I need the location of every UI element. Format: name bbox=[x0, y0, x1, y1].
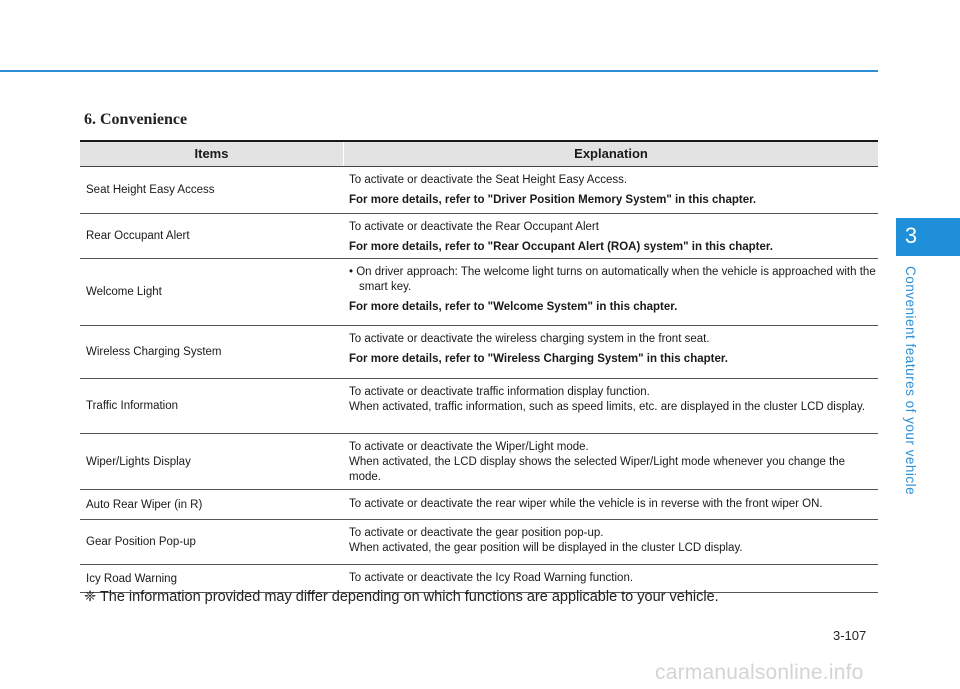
explanation-text: When activated, the gear position will be displayed in the cluster LCD display. bbox=[349, 542, 743, 554]
item-cell: Seat Height Easy Access bbox=[86, 184, 215, 196]
explanation-cell bbox=[343, 326, 878, 378]
table-row bbox=[80, 214, 878, 259]
explanation-text: • On driver approach: The welcome light turns on automatically when the vehicle is approached with the smart key. bbox=[349, 266, 876, 293]
item-cell: Auto Rear Wiper (in R) bbox=[86, 498, 203, 511]
explanation-cell bbox=[343, 259, 878, 325]
explanation-cell bbox=[343, 214, 878, 258]
explanation-text: To activate or deactivate the Seat Height Easy Access. bbox=[349, 174, 628, 186]
table-row bbox=[80, 167, 878, 214]
explanation-text: To activate or deactivate the Rear Occupant Alert bbox=[349, 221, 599, 233]
item-cell: Wiper/Lights Display bbox=[86, 455, 191, 468]
item-cell: Traffic Information bbox=[86, 400, 179, 412]
explanation-text: To activate or deactivate the wireless charging system in the front seat. bbox=[349, 333, 710, 345]
explanation-cell bbox=[343, 379, 878, 433]
explanation-text: To activate or deactivate the Wiper/Light mode. bbox=[349, 441, 589, 453]
table-row bbox=[80, 520, 878, 565]
explanation-text: To activate or deactivate the Icy Road Warning function. bbox=[349, 572, 634, 584]
explanation-cell bbox=[343, 565, 878, 592]
item-cell: Gear Position Pop-up bbox=[86, 536, 196, 548]
chapter-title: Convenient features of your vehicle bbox=[903, 266, 918, 496]
table-row bbox=[80, 490, 878, 520]
chapter-number: 3 bbox=[904, 223, 918, 248]
chapter-tab bbox=[896, 218, 960, 256]
item-cell: Welcome Light bbox=[86, 286, 162, 298]
reference-note: For more details, refer to "Wireless Charging System" in this chapter. bbox=[349, 353, 728, 365]
chapter-side-label bbox=[900, 266, 922, 496]
reference-note: For more details, refer to "Welcome System" in this chapter. bbox=[349, 301, 678, 313]
header-explanation: Explanation bbox=[574, 146, 648, 161]
item-cell: Wireless Charging System bbox=[86, 346, 222, 358]
explanation-text: To activate or deactivate traffic information display function. bbox=[349, 386, 650, 398]
watermark: carmanualsonline.info bbox=[655, 661, 864, 684]
explanation-text: When activated, the LCD display shows the selected Wiper/Light mode whenever you change the mode. bbox=[349, 456, 846, 483]
explanation-text: To activate or deactivate the rear wiper while the vehicle is in reverse with the front wiper ON. bbox=[349, 498, 823, 510]
table-row bbox=[80, 434, 878, 490]
explanation-cell bbox=[343, 520, 878, 564]
explanation-text: When activated, traffic information, such as speed limits, etc. are displayed in the cluster LCD display. bbox=[349, 401, 866, 413]
item-cell: Rear Occupant Alert bbox=[86, 230, 190, 242]
table-row bbox=[80, 379, 878, 434]
header-rule bbox=[0, 70, 878, 72]
table-header bbox=[80, 142, 878, 167]
table-row bbox=[80, 326, 878, 379]
footnote: ❈ The information provided may differ depending on which functions are applicable to your vehicle. bbox=[84, 589, 719, 605]
section-title: 6. Convenience bbox=[84, 111, 188, 128]
reference-note: For more details, refer to "Rear Occupant Alert (ROA) system" in this chapter. bbox=[349, 241, 773, 253]
explanation-cell bbox=[343, 167, 878, 213]
table-body bbox=[80, 167, 878, 593]
explanation-cell bbox=[343, 490, 878, 519]
header-items: Items bbox=[80, 142, 344, 166]
page-number: 3-107 bbox=[833, 628, 867, 643]
settings-table bbox=[80, 140, 878, 593]
table-row bbox=[80, 259, 878, 326]
reference-note: For more details, refer to "Driver Position Memory System" in this chapter. bbox=[349, 194, 757, 206]
item-cell: Icy Road Warning bbox=[86, 572, 177, 585]
explanation-text: To activate or deactivate the gear position pop-up. bbox=[349, 527, 604, 539]
explanation-cell bbox=[343, 434, 878, 489]
